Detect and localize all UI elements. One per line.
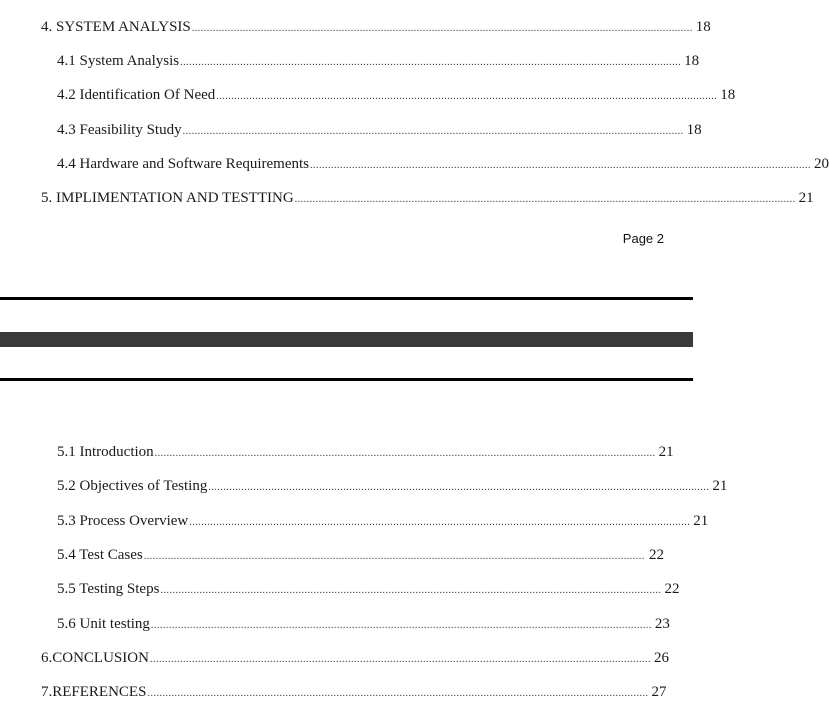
toc-label: 4. SYSTEM ANALYSIS bbox=[41, 19, 191, 35]
toc-leader: ....................................................................................................................................................................... bbox=[208, 482, 710, 493]
toc-entry[interactable] bbox=[57, 85, 736, 105]
toc-entry[interactable] bbox=[57, 154, 829, 174]
toc-leader: ....................................................................................................................................................................... bbox=[191, 23, 693, 34]
toc-page-number: 18 bbox=[695, 19, 711, 35]
toc-label: 5.3 Process Overview bbox=[57, 513, 189, 529]
page-break-gap bbox=[0, 332, 693, 347]
toc-page-number: 18 bbox=[686, 122, 702, 138]
toc-entry[interactable] bbox=[57, 51, 700, 71]
toc-page-number: 21 bbox=[693, 513, 709, 529]
toc-leader: ....................................................................................................................................................................... bbox=[180, 57, 682, 68]
toc-label: 5.4 Test Cases bbox=[57, 547, 143, 563]
toc-page-number: 26 bbox=[653, 650, 669, 666]
toc-entry[interactable] bbox=[57, 614, 670, 634]
toc-page-number: 21 bbox=[658, 444, 674, 460]
toc-label: 6.CONCLUSION bbox=[41, 650, 149, 666]
toc-entry[interactable] bbox=[41, 188, 814, 208]
toc-page-number: 22 bbox=[649, 547, 664, 563]
toc-leader: ....................................................................................................................................................................... bbox=[182, 126, 684, 137]
toc-page-number: 21 bbox=[798, 190, 814, 206]
toc-leader: ....................................................................................................................................................................... bbox=[216, 91, 718, 102]
toc-leader: ....................................................................................................................................................................... bbox=[310, 160, 811, 171]
toc-label: 5.5 Testing Steps bbox=[57, 581, 160, 597]
toc-leader: ....................................................................................................................................................................... bbox=[154, 448, 656, 459]
toc-leader: ....................................................................................................................................................................... bbox=[294, 194, 796, 205]
toc-leader: ....................................................................................................................................................................... bbox=[189, 517, 691, 528]
toc-entry[interactable] bbox=[57, 120, 702, 140]
toc-entry[interactable] bbox=[41, 648, 669, 668]
toc-page-number: 23 bbox=[654, 616, 670, 632]
toc-entry[interactable] bbox=[41, 682, 667, 702]
toc-entry[interactable] bbox=[57, 476, 728, 496]
toc-entry[interactable] bbox=[57, 442, 674, 462]
toc-page-number: 22 bbox=[664, 581, 680, 597]
toc-leader: ....................................................................................................................................................................... bbox=[160, 585, 662, 596]
toc-leader: ....................................................................................................................................................................... bbox=[149, 654, 651, 665]
toc-label: 4.1 System Analysis bbox=[57, 53, 180, 69]
toc-label: 5.1 Introduction bbox=[57, 444, 154, 460]
toc-leader: ....................................................................................................................................................................... bbox=[147, 688, 649, 699]
toc-page-number: 18 bbox=[684, 53, 700, 69]
toc-leader: ....................................................................................................................................................................... bbox=[150, 620, 652, 631]
toc-page-number: 18 bbox=[720, 87, 736, 103]
toc-page-number: 27 bbox=[651, 684, 667, 700]
page-number-footer: Page 2 bbox=[622, 231, 664, 246]
toc-entry[interactable] bbox=[57, 511, 709, 531]
toc-entry[interactable] bbox=[57, 545, 664, 565]
toc-label: 5.2 Objectives of Testing bbox=[57, 478, 208, 494]
page-top-rule bbox=[0, 378, 693, 381]
toc-label: 4.4 Hardware and Software Requirements bbox=[57, 156, 309, 172]
toc-label: 7.REFERENCES bbox=[41, 684, 147, 700]
toc-page-number: 20 bbox=[814, 156, 829, 172]
toc-entry[interactable] bbox=[57, 579, 680, 599]
toc-label: 5.6 Unit testing bbox=[57, 616, 150, 632]
page-bottom-rule bbox=[0, 297, 693, 300]
toc-label: 5. IMPLIMENTATION AND TESTTING bbox=[41, 190, 294, 206]
toc-entry[interactable] bbox=[41, 17, 711, 37]
toc-label: 4.3 Feasibility Study bbox=[57, 122, 182, 138]
toc-leader: ....................................................................................................................................................................... bbox=[143, 551, 645, 562]
toc-page-number: 21 bbox=[712, 478, 728, 494]
toc-label: 4.2 Identification Of Need bbox=[57, 87, 216, 103]
